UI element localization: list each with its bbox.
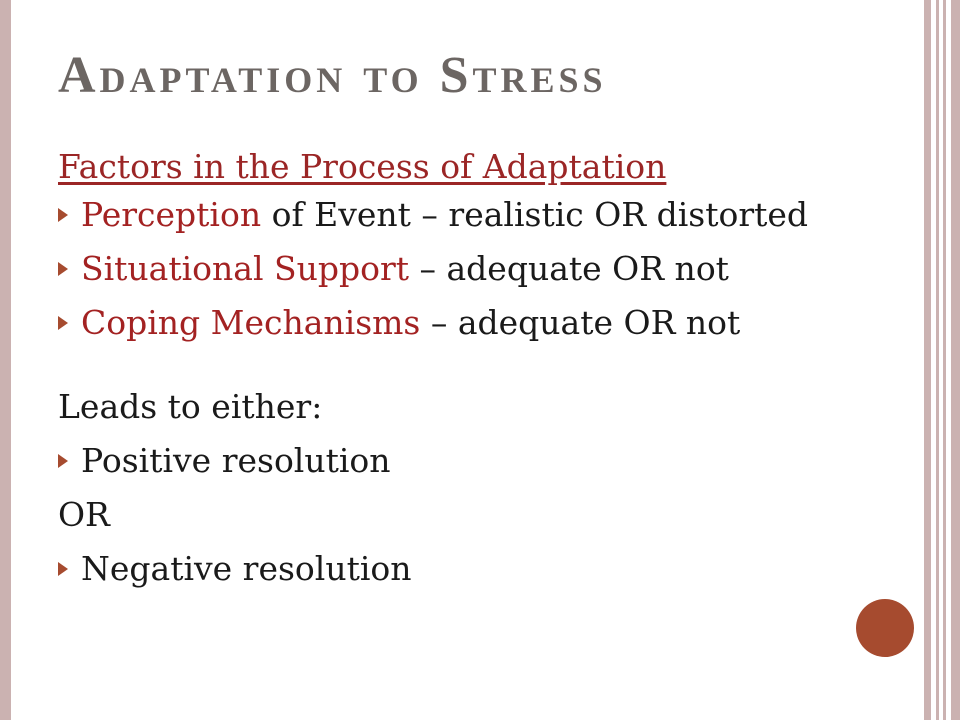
arrow-bullet-icon [58, 454, 68, 468]
arrow-bullet-icon [58, 208, 68, 222]
outcome-text: Positive resolution [81, 441, 391, 480]
decorative-circle [856, 599, 914, 657]
factor-term: Situational Support [81, 249, 410, 288]
factor-description: – adequate OR not [420, 303, 741, 342]
factor-description: – adequate OR not [409, 249, 729, 288]
factor-list [58, 195, 908, 343]
outcome-negative [58, 549, 908, 589]
left-border [0, 0, 13, 720]
outcome-list-negative [58, 549, 908, 589]
right-border [918, 0, 960, 720]
factor-term: Perception [81, 195, 262, 234]
outcome-positive [58, 441, 908, 481]
arrow-bullet-icon [58, 316, 68, 330]
factor-item-situational-support [58, 249, 908, 289]
outcome-text: Negative resolution [81, 549, 412, 588]
factor-description: of Event – realistic OR distorted [261, 195, 809, 234]
factor-term: Coping Mechanisms [81, 303, 421, 342]
factor-item-coping-mechanisms [58, 303, 908, 343]
slide-content [58, 147, 908, 603]
slide-title: Adaptation to Stress [58, 47, 607, 104]
or-label: OR [58, 495, 110, 534]
arrow-bullet-icon [58, 562, 68, 576]
arrow-bullet-icon [58, 262, 68, 276]
leads-label: Leads to either: [58, 387, 323, 426]
outcome-list-positive [58, 441, 908, 481]
factor-item-perception [58, 195, 908, 235]
section-heading: Factors in the Process of Adaptation [58, 147, 667, 186]
